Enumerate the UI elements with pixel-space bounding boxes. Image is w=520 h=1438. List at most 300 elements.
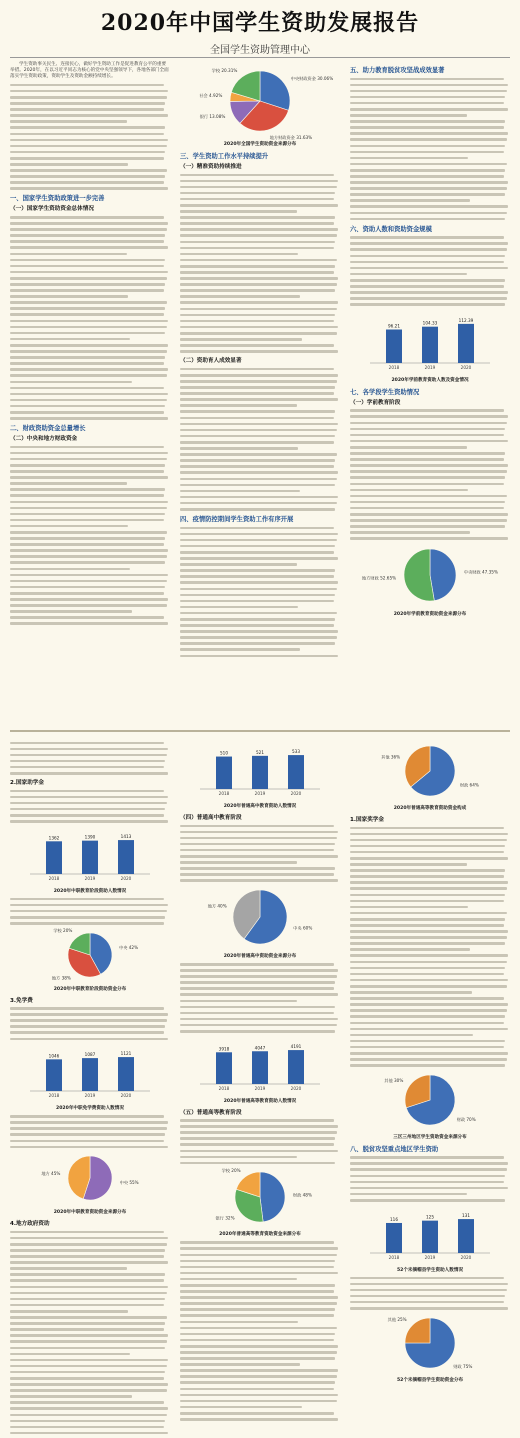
section-heading: 一、国家学生资助政策进一步完善	[10, 195, 105, 203]
text-line	[10, 910, 167, 913]
chart-caption: 2020年中职教育阶段资助人数情况	[53, 888, 127, 894]
bar-d-svg	[180, 1037, 340, 1093]
text-line	[350, 495, 507, 498]
text-line	[180, 216, 335, 219]
text-line	[180, 975, 337, 978]
text-line	[10, 592, 164, 595]
text-line	[180, 655, 338, 658]
text-line	[10, 1328, 164, 1331]
text-line	[10, 1377, 164, 1380]
text-line	[10, 216, 164, 219]
text-line	[180, 265, 335, 268]
text-line	[10, 476, 168, 479]
text-line	[10, 96, 167, 99]
text-line	[180, 1345, 338, 1348]
text-line	[10, 1013, 168, 1016]
text-line	[10, 411, 164, 414]
text-line	[350, 175, 504, 178]
text-line	[10, 1133, 165, 1136]
bar	[288, 1050, 304, 1084]
text-line	[350, 248, 507, 251]
text-line	[180, 392, 334, 395]
chart-caption: 2020年普通高中资助资金来源分布	[223, 953, 297, 959]
text-line	[180, 301, 338, 304]
text-line	[180, 648, 300, 651]
text-line	[350, 212, 507, 215]
text-line	[350, 875, 504, 878]
bar	[252, 756, 268, 789]
text-line	[180, 234, 337, 237]
pie-chart-f	[350, 1071, 510, 1140]
p2-column-1	[10, 738, 170, 1438]
text-line	[350, 900, 504, 903]
text-line	[10, 108, 164, 111]
intro-paragraph: 学生资助事关民生、连接民心，做好学生资助工作是促进教育公平的重要举措。2020年，在以习近平同志为核心的党中央坚强领导下，各地各部门全面落实学生资助政策，资助学生及资助金额持续增长。	[10, 62, 169, 80]
text-line	[10, 1231, 164, 1234]
bar-category-label: 2020	[460, 364, 472, 370]
text-line	[180, 1308, 335, 1311]
text-line	[10, 1146, 168, 1149]
bar-category-label: 2018	[48, 1093, 60, 1099]
chart-caption: 2020年普通高等教育资助资金来源分布	[219, 1232, 301, 1238]
text-line	[180, 1375, 337, 1378]
bar-category-label: 2019	[424, 1254, 436, 1260]
text-line	[180, 1314, 334, 1317]
text-line	[350, 857, 508, 860]
bar-value-label: 125	[426, 1214, 434, 1220]
text-line	[180, 606, 298, 609]
chart-caption: 2020年中职教育阶段资助资金分布	[53, 986, 127, 992]
text-line	[10, 507, 167, 510]
text-line	[180, 186, 337, 189]
text-line	[10, 374, 167, 377]
section-heading: 五、助力教育脱贫攻坚战成效显著	[350, 67, 445, 74]
pie-a-svg	[10, 929, 170, 981]
bar-value-label: 116	[390, 1216, 398, 1222]
text-line	[180, 624, 334, 627]
text-line	[10, 531, 167, 534]
text-line	[350, 303, 505, 306]
text-line	[10, 169, 167, 172]
bar-category-label: 2018	[48, 875, 60, 881]
text-line	[180, 831, 338, 834]
text-line	[10, 1383, 168, 1386]
text-line	[10, 259, 165, 262]
text-line	[10, 772, 168, 775]
text-line	[350, 936, 507, 939]
text-line	[180, 861, 297, 864]
text-line	[10, 145, 167, 148]
text-line	[350, 434, 504, 437]
pie-slice-label: 财政 64%	[459, 782, 479, 788]
chart-caption: 2020年学前教育资助资金来源分布	[393, 611, 467, 617]
chart-caption: 2020年中职教育资助资金来源分布	[53, 1210, 127, 1216]
text-line	[180, 1131, 337, 1134]
text-line	[180, 1000, 297, 1003]
text-line	[350, 169, 505, 172]
report-header	[0, 0, 520, 56]
bar-e-svg	[350, 1206, 510, 1262]
text-line	[180, 993, 338, 996]
text-line	[10, 234, 165, 237]
text-line	[10, 922, 164, 925]
bar-chart-d	[180, 1037, 340, 1104]
text-line	[10, 393, 168, 396]
text-line	[180, 404, 297, 407]
text-line	[180, 174, 334, 177]
text-line	[10, 350, 167, 353]
text-line	[180, 575, 334, 578]
bar	[216, 1052, 232, 1084]
bar	[288, 755, 304, 789]
text-line	[10, 1025, 165, 1028]
pie-slice-label: 地方 40%	[207, 903, 227, 909]
bar	[82, 1058, 98, 1091]
text-block	[180, 527, 340, 658]
pie-slice	[405, 1318, 430, 1343]
text-line	[350, 827, 504, 830]
text-line	[180, 1024, 337, 1027]
bar	[458, 1219, 474, 1253]
text-line	[10, 452, 168, 455]
text-line	[180, 295, 300, 298]
text-line	[10, 1322, 165, 1325]
section-heading: 七、各学段学生资助情况	[350, 388, 420, 396]
bar-value-label: 4191	[290, 1043, 302, 1049]
text-line	[350, 132, 508, 135]
chart-caption: 2020年全国学生资助资金来源分布	[223, 142, 297, 147]
section-heading: 六、资助人数和资助资金规模	[350, 225, 432, 233]
chart-caption: 2020年学前教育资助人数及资金情况	[391, 377, 469, 383]
text-line	[180, 551, 334, 554]
text-line	[10, 1255, 164, 1258]
text-line	[180, 447, 298, 450]
text-line	[180, 600, 334, 603]
text-line	[10, 399, 167, 402]
pie-slice-label: 其他 30%	[384, 1077, 404, 1083]
text-line	[180, 1394, 338, 1397]
text-line	[350, 476, 505, 479]
text-line	[180, 259, 337, 262]
text-line	[350, 894, 505, 897]
text-line	[180, 1357, 335, 1360]
chart-caption: 52个未摘帽县学生资助人数情况	[396, 1267, 464, 1273]
text-line	[10, 501, 168, 504]
text-line	[180, 417, 334, 420]
chart-caption: 2020年中职免学费资助人数情况	[56, 1106, 124, 1112]
text-block	[180, 963, 340, 1033]
text-line	[180, 873, 334, 876]
text-line	[350, 483, 504, 486]
text-line	[180, 374, 338, 377]
text-line	[350, 833, 508, 836]
text-line	[10, 1371, 165, 1374]
text-line	[10, 1316, 167, 1319]
text-line	[180, 332, 337, 335]
text-line	[350, 236, 504, 239]
bar-category-label: 2020	[290, 791, 302, 796]
text-line	[10, 246, 168, 249]
text-line	[10, 513, 165, 516]
bar	[46, 1060, 62, 1092]
text-line	[10, 1353, 130, 1356]
text-line	[10, 796, 168, 799]
text-line	[10, 228, 167, 231]
text-line	[180, 508, 335, 511]
text-line	[180, 326, 338, 329]
text-line	[350, 918, 505, 921]
text-line	[350, 255, 505, 258]
text-line	[180, 963, 334, 966]
bar-value-label: 521	[256, 749, 264, 755]
bar	[252, 1051, 268, 1084]
pie-preschool-svg	[350, 544, 510, 606]
subsection-heading: （一）国家学生资助资金总体情况	[10, 206, 94, 213]
text-line	[180, 1247, 338, 1250]
p2-column-2	[180, 738, 340, 1424]
bar-value-label: 96.21	[388, 323, 400, 329]
text-line	[10, 1304, 164, 1307]
text-line	[350, 1295, 505, 1298]
pie-slice-label: 中央 42%	[119, 944, 139, 950]
bar-chart-preschool	[350, 310, 510, 383]
pie-main-svg	[180, 66, 340, 141]
text-line	[350, 1040, 505, 1043]
bar-chart-e	[350, 1206, 510, 1273]
text-line	[350, 261, 504, 264]
text-line	[350, 1283, 508, 1286]
text-line	[180, 180, 338, 183]
bar-value-label: 1121	[120, 1051, 132, 1057]
text-line	[350, 108, 508, 111]
text-line	[180, 471, 338, 474]
text-line	[180, 1406, 302, 1409]
text-line	[10, 332, 165, 335]
text-line	[350, 1058, 507, 1061]
text-line	[10, 766, 164, 769]
text-line	[180, 350, 338, 353]
text-line	[180, 1150, 338, 1153]
text-line	[350, 525, 505, 528]
bar-category-label: 2018	[388, 364, 400, 370]
text-line	[350, 501, 505, 504]
text-line	[180, 1030, 335, 1033]
text-line	[10, 802, 167, 805]
text-line	[350, 1175, 505, 1178]
bar-value-label: 112.39	[458, 317, 474, 323]
subsection-heading: （一）精准资助持续推进	[180, 164, 242, 170]
text-line	[10, 356, 165, 359]
section-heading: 四、疫情防控期间学生资助工作有序开展	[180, 516, 294, 524]
bar	[422, 1220, 438, 1252]
text-line	[10, 820, 168, 823]
text-block	[350, 1156, 510, 1201]
text-line	[10, 555, 167, 558]
pie-chart-c	[180, 886, 340, 959]
text-line	[180, 204, 338, 207]
text-line	[180, 192, 335, 195]
text-line	[180, 618, 335, 621]
pie-slice-label: 地方 45%	[41, 1171, 61, 1177]
text-line	[10, 405, 165, 408]
text-line	[10, 519, 164, 522]
text-line	[10, 1127, 167, 1130]
text-line	[180, 1018, 338, 1021]
text-block	[180, 825, 340, 882]
text-line	[180, 636, 337, 639]
text-line	[10, 1426, 164, 1429]
text-block	[10, 446, 170, 625]
text-line	[10, 1340, 167, 1343]
text-line	[10, 604, 167, 607]
subsection-heading: 2.国家助学金	[10, 780, 44, 787]
text-line	[10, 586, 165, 589]
text-line	[180, 1369, 338, 1372]
text-line	[350, 1052, 508, 1055]
bar-value-label: 510	[220, 750, 228, 756]
text-line	[350, 446, 467, 449]
bar-category-label: 2020	[290, 1085, 302, 1091]
bar-value-label: 533	[292, 749, 300, 755]
text-line	[10, 126, 165, 129]
text-line	[180, 1339, 334, 1342]
text-line	[180, 1327, 337, 1330]
subsection-heading: （四）普通高中教育阶段	[180, 815, 242, 821]
text-line	[180, 1143, 334, 1146]
text-line	[10, 313, 164, 316]
text-line	[180, 502, 337, 505]
bar-chart-a	[10, 827, 170, 894]
text-line	[180, 527, 334, 530]
text-line	[10, 1334, 168, 1337]
text-line	[350, 1156, 504, 1159]
pie-slice-label: 学校 20%	[53, 927, 73, 933]
text-line	[180, 490, 300, 493]
text-line	[10, 1401, 164, 1404]
text-line	[180, 1302, 337, 1305]
text-line	[350, 537, 508, 540]
text-block	[10, 1231, 170, 1435]
text-line	[10, 537, 165, 540]
text-line	[180, 1254, 337, 1257]
text-line	[10, 84, 164, 87]
text-line	[180, 1400, 337, 1403]
text-line	[180, 879, 338, 882]
bar	[82, 840, 98, 873]
text-line	[10, 253, 127, 256]
text-line	[180, 1290, 334, 1293]
text-line	[350, 1162, 508, 1165]
text-line	[10, 338, 130, 341]
text-line	[180, 539, 337, 542]
bar-value-label: 1087	[84, 1052, 96, 1058]
text-line	[10, 175, 165, 178]
text-line	[350, 954, 508, 957]
text-line	[350, 839, 507, 842]
text-line	[10, 1140, 164, 1143]
pie-d-svg	[180, 1168, 340, 1226]
text-line	[180, 612, 337, 615]
text-line	[10, 139, 168, 142]
subsection-heading: 1.国家奖学金	[350, 817, 384, 823]
text-line	[180, 198, 334, 201]
text-line	[10, 904, 168, 907]
text-line	[10, 525, 128, 528]
text-line	[350, 409, 504, 412]
text-line	[350, 193, 505, 196]
bar-category-label: 2018	[388, 1254, 400, 1260]
text-line	[10, 222, 168, 225]
text-line	[10, 295, 128, 298]
text-line	[10, 1407, 168, 1410]
text-line	[180, 1321, 298, 1324]
pie-slice-label: 学校 20.31%	[211, 67, 238, 73]
pie-b-svg	[10, 1152, 170, 1204]
text-line	[350, 199, 470, 202]
bar-value-label: 1390	[84, 834, 96, 840]
text-line	[180, 453, 337, 456]
text-block	[350, 78, 510, 221]
text-line	[350, 1046, 504, 1049]
pie-slice-label: 学校 20%	[221, 1168, 241, 1174]
text-block	[10, 1007, 170, 1040]
pie-slice-label: 中央 60%	[293, 925, 313, 931]
pie-slice-label: 其他 25%	[387, 1316, 407, 1322]
text-line	[180, 435, 335, 438]
pie-chart-b	[10, 1152, 170, 1215]
text-line	[10, 1121, 168, 1124]
text-line	[350, 458, 504, 461]
text-line	[180, 228, 338, 231]
text-line	[10, 1237, 168, 1240]
text-line	[180, 308, 337, 311]
header-rule	[10, 57, 510, 58]
text-line	[10, 1267, 127, 1270]
text-line	[180, 410, 335, 413]
text-line	[180, 642, 335, 645]
text-line	[180, 581, 338, 584]
text-line	[10, 916, 165, 919]
text-line	[350, 279, 505, 282]
text-line	[10, 488, 165, 491]
text-line	[10, 1007, 164, 1010]
text-line	[10, 320, 168, 323]
text-line	[10, 464, 165, 467]
chart-caption: 52个未摘帽县学生资助资金分布	[396, 1377, 464, 1383]
text-line	[180, 459, 335, 462]
text-line	[10, 580, 167, 583]
bar-category-label: 2019	[84, 1093, 96, 1099]
text-line	[350, 887, 507, 890]
bar-category-label: 2019	[254, 791, 266, 796]
text-line	[350, 470, 507, 473]
pie-slice-label: 地方 38%	[51, 975, 71, 981]
text-line	[180, 465, 334, 468]
text-line	[350, 1301, 504, 1304]
bar-category-label: 2020	[460, 1254, 472, 1260]
text-line	[350, 973, 504, 976]
text-line	[350, 997, 504, 1000]
text-line	[10, 1031, 164, 1034]
text-line	[180, 398, 338, 401]
text-block	[180, 1119, 340, 1164]
section-heading: 八、脱贫攻坚重点地区学生资助	[350, 1145, 439, 1153]
bar-category-label: 2019	[254, 1085, 266, 1091]
text-line	[350, 205, 508, 208]
text-line	[350, 489, 468, 492]
text-block	[10, 790, 170, 823]
text-line	[350, 985, 507, 988]
